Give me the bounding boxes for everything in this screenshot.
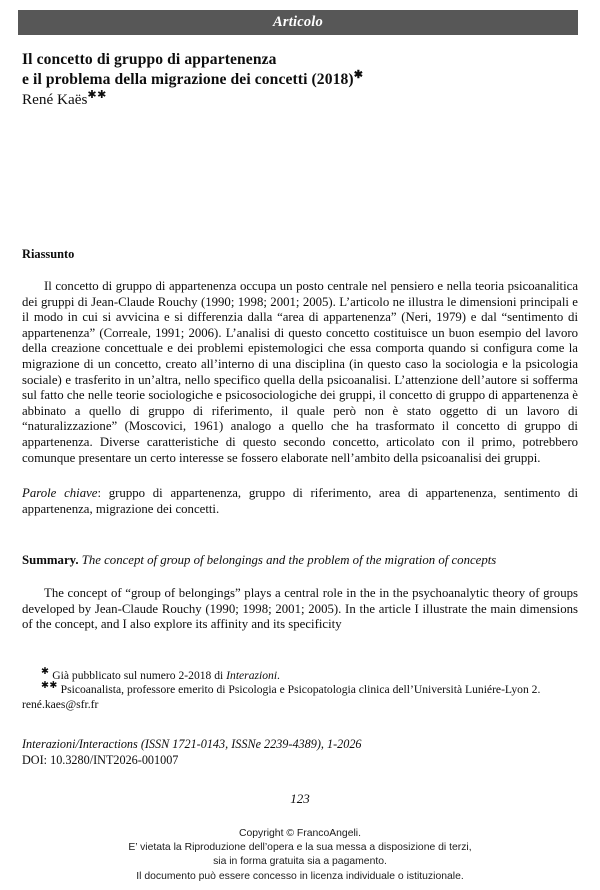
- journal-citation: Interazioni/Interactions (ISSN 1721-0143, ISSNe 2239-4389), 1-2026: [22, 737, 362, 751]
- title-footnote-marker: ✱: [353, 68, 364, 81]
- summary-heading: [22, 553, 578, 569]
- footnote-2: [22, 683, 578, 712]
- running-head-bar: [18, 10, 578, 35]
- footnote-1: [22, 669, 578, 683]
- footnote-1-marker: ✱: [41, 667, 50, 678]
- keywords-separator: :: [97, 486, 102, 501]
- author-label: René Kaës: [22, 91, 88, 108]
- imprint-block: [22, 736, 578, 768]
- footnote-2-marker: ✱✱: [41, 681, 58, 692]
- footnotes-block: [22, 669, 578, 712]
- author-name: [22, 90, 578, 109]
- keywords-label: Parole chiave: [22, 486, 98, 501]
- summary-paragraph: The concept of “group of belongings” plays a central role in the in the psychoanalytic theory of groups developed by Jean-Claude Rouchy (1990; 1998; 2001; 2005). In the article I illustrate the main dimensions of the concept, and I also explore its affinity and its specificity: [22, 585, 578, 632]
- keywords-line: [22, 486, 578, 517]
- title-line-2: e il problema della migrazione dei concetti (2018): [22, 70, 354, 88]
- copyright-footer: [0, 827, 600, 884]
- page-number: 123: [290, 791, 310, 806]
- footnote-2-text: Psicoanalista, professore emerito di Psicologia e Psicopatologia clinica dell’Università Luniére-Lyon 2. rené.kaes@sfr.fr: [22, 683, 541, 711]
- footnote-1-text-end: .: [277, 669, 280, 682]
- page-title: [22, 50, 578, 89]
- copyright-line-4: Il documento può essere concesso in licenza individuale o istituzionale.: [136, 870, 464, 882]
- summary-title: The concept of group of belongings and the problem of the migration of concepts: [78, 553, 497, 568]
- keywords-value: gruppo di appartenenza, gruppo di riferimento, area di appartenenza, sentimento di appartenenza, migrazione dei concetti.: [22, 486, 578, 516]
- author-footnote-marker: ✱✱: [87, 88, 107, 101]
- footnote-1-journal: Interazioni: [226, 669, 278, 682]
- footnote-1-text: Già pubblicato sul numero 2-2018 di: [49, 669, 227, 682]
- summary-label: Summary.: [22, 553, 79, 568]
- copyright-line-2: E’ vietata la Riproduzione dell’opera e la sua messa a disposizione di terzi,: [128, 842, 472, 854]
- copyright-line-3: sia in forma gratuita sia a pagamento.: [213, 856, 387, 868]
- title-line-1: Il concetto di gruppo di appartenenza: [22, 51, 277, 68]
- title-block: [22, 50, 578, 109]
- abstract-zone: [22, 246, 578, 633]
- doi-line: DOI: 10.3280/INT2026-001007: [22, 753, 179, 767]
- abstract-heading: Riassunto: [22, 247, 75, 261]
- abstract-paragraph: Il concetto di gruppo di appartenenza occupa un posto centrale nel pensiero e nella teoria psicoanalitica dei gruppi di Jean-Claude Rouchy (1990; 1998; 2001; 2005). L’articolo ne illustra le dimensioni principali e il modo in cui si avvicina e si differenzia dalla “area di appartenenza” (Neri, 1979) e dal “sentimento di appartenenza” (Correale, 1991; 2006). L’analisi di questo concetto costituisce un buon esempio del lavoro della creazione concettuale e dei problemi epistemologici che essa comporta quando si configura come la migrazione di un concetto, creato all’interno di una disciplina (in questo caso la sociologia e la psicologia sociale) e trasferito in un’altra, nello specifico quella della psicoanalisi. L’attenzione dell’autore si sofferma sul fatto che nelle teorie sociologiche e psicosociologiche dei gruppi, il concetto di gruppo di appartenenza è abbinato a quello di gruppo di riferimento, il quale però non è stato oggetto di un lavoro di “naturalizzazione” (Moscovici, 1961) analogo a quello che ha trasformato il concetto di gruppo di appartenenza. Diverse caratteristiche di questo secondo concetto, articolato con il primo, potrebbero comunque presentare un certo interesse se fossero elaborate nell’ambito della psicoanalisi dei gruppi.: [22, 279, 578, 465]
- running-head-label: Articolo: [273, 14, 323, 30]
- copyright-line-1: Copyright © FrancoAngeli.: [238, 828, 361, 839]
